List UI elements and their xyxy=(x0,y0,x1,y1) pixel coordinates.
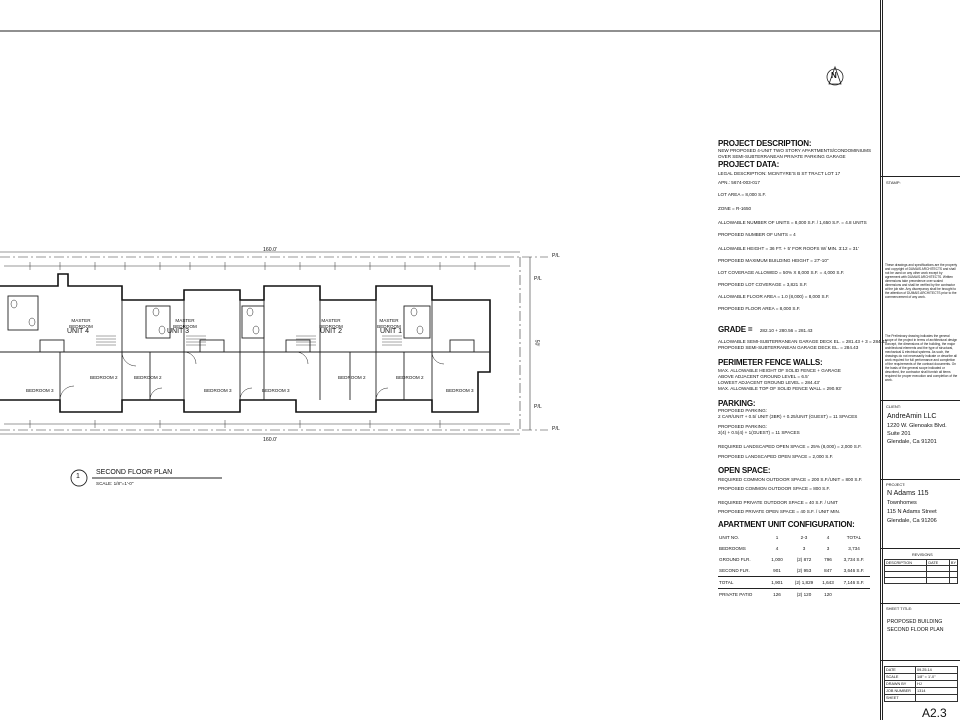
table-cell: 1,901 xyxy=(764,577,790,589)
grade-formula: 282.10 + 280.56 = 281.43 xyxy=(759,328,813,333)
table-cell: SCALE xyxy=(885,674,916,681)
table-cell: 09.25.14 xyxy=(916,667,958,674)
table-cell: 3,646 S.F. xyxy=(838,565,870,577)
property-line-label: P/L xyxy=(552,253,560,259)
sheet-number: A2.3 xyxy=(922,706,947,720)
revisions-label: REVISIONS xyxy=(912,553,933,557)
table-cell: JOB NUMBER xyxy=(885,688,916,695)
client-address: Glendale, Ca 91201 xyxy=(887,439,937,445)
note-line: REQUIRED PRIVATE OUTDOOR SPACE = 40 S.F. / UNIT xyxy=(718,500,838,505)
apartment-config-heading: APARTMENT UNIT CONFIGURATION: xyxy=(718,520,855,529)
client-label: CLIENT: xyxy=(886,404,901,409)
note-line: APN.: 5674-003-017 xyxy=(718,180,760,185)
note-line: 2(4) + 0.5(4) + 1(GUEST) = 11 SPACES xyxy=(718,430,800,435)
sheet-title-label: SHEET TITLE: xyxy=(886,606,913,611)
table-cell: 4 xyxy=(775,546,779,551)
note-line: PROPOSED PARKING: xyxy=(718,424,767,429)
drawing-caption-title: SECOND FLOOR PLAN xyxy=(96,469,173,476)
table-cell: 1,000 xyxy=(771,557,783,562)
client-address: 1220 W. Glenoaks Blvd. xyxy=(887,423,947,429)
project-label: PROJECT: xyxy=(886,482,906,487)
table-cell: (2) 1,829 xyxy=(790,577,818,589)
note-line: LOT COVERAGE ALLOWED = 50% X 8,000 S.F. = 4,000 S.F. xyxy=(718,270,845,275)
property-line-label: P/L xyxy=(534,404,542,410)
client-address: Suite 201 xyxy=(887,431,911,437)
bedroom-label: BEDROOM 3 xyxy=(204,388,232,393)
note-line: LOWEST ADJACENT GROUND LEVEL = 284.43' xyxy=(718,380,820,385)
unit-label: UNIT 4 xyxy=(67,328,90,335)
client-name: AndreAmin LLC xyxy=(887,413,937,420)
grade-heading: GRADE = xyxy=(718,325,753,334)
note-line: ZONE = R-1650 xyxy=(718,206,752,211)
project-data-heading: PROJECT DATA: xyxy=(718,160,780,169)
revisions-table xyxy=(884,559,958,584)
project-notes xyxy=(718,139,887,600)
bedroom-label: BEDROOM 2 xyxy=(90,375,118,380)
note-line: LEGAL DESCRIPTION: MCINTYRE'S B ST TRACT LOT 17 xyxy=(718,171,841,176)
drawing-number: 1 xyxy=(76,473,80,480)
table-cell: HJ xyxy=(916,681,958,688)
table-cell: 847 xyxy=(818,565,838,577)
table-cell: 1,643 xyxy=(818,577,838,589)
project-address: Glendale, Ca 91206 xyxy=(887,518,937,524)
table-cell: 7,146 S.F. xyxy=(838,577,870,589)
note-line: PROPOSED LOT COVERAGE = 3,821 S.F. xyxy=(718,282,808,287)
table-cell: (2) 120 xyxy=(796,592,812,597)
bedroom-label: BEDROOM 2 xyxy=(396,375,424,380)
master-bedroom-label: MASTER BEDROOM xyxy=(69,318,93,329)
apartment-config-table xyxy=(718,532,870,600)
open-space-heading: OPEN SPACE: xyxy=(718,466,771,475)
north-symbol: N xyxy=(831,71,837,80)
table-cell: 901 xyxy=(764,565,790,577)
table-cell: DATE xyxy=(927,560,950,566)
table-cell: DESCRIPTION xyxy=(885,560,927,566)
table-cell: DATE xyxy=(885,667,916,674)
project-description-heading: PROJECT DESCRIPTION: xyxy=(718,139,812,148)
master-bedroom-label: MASTER BEDROOM xyxy=(173,318,197,329)
table-cell: 3 xyxy=(802,546,806,551)
table-cell: BEDROOMS xyxy=(719,546,746,551)
unit-label: UNIT 3 xyxy=(167,328,190,335)
table-cell: 120 xyxy=(824,592,832,597)
bedroom-label: BEDROOM 3 xyxy=(26,388,54,393)
sheet-title: SECOND FLOOR PLAN xyxy=(887,627,944,633)
table-cell: SHEET xyxy=(885,695,916,702)
note-line: ABOVE ADJACENT GROUND LEVEL = 6.5' xyxy=(718,374,809,379)
note-line: MAX. ALLOWABLE TOP OF SOLID FENCE WALL = 290.93' xyxy=(718,386,842,391)
note-line: OVER SEMI-SUBTERRANEAN PRIVATE PARKING GARAGE xyxy=(718,154,846,159)
note-line: PROPOSED MAXIMUM BUILDING HEIGHT = 27'-10" xyxy=(718,258,829,263)
table-cell: 4 xyxy=(826,535,830,540)
note-line: PROPOSED COMMON OUTDOOR SPACE = 800 S.F. xyxy=(718,486,831,491)
note-line: PROPOSED FLOOR AREA = 8,000 S.F. xyxy=(718,306,801,311)
note-line: LOT AREA = 8,000 S.F. xyxy=(718,192,767,197)
table-cell: GROUND FLR. xyxy=(719,557,751,562)
sheet-title: PROPOSED BUILDING xyxy=(887,619,943,625)
fence-heading: PERIMETER FENCE WALLS: xyxy=(718,358,823,367)
note-line: ALLOWABLE SEMI-SUBTERRANEAN GARAGE DECK EL. = 281.43 + 3 = 284.43 xyxy=(718,339,887,344)
bedroom-label: BEDROOM 3 xyxy=(446,388,474,393)
note-line: NEW PROPOSED 4-UNIT TWO STORY APARTMENTS/CONDOMINIUMS xyxy=(718,148,872,153)
drawing-caption-scale: SCALE: 1/8"=1'-0" xyxy=(96,481,134,486)
note-line: REQUIRED COMMON OUTDOOR SPACE = 200 S.F./UNIT = 800 S.F. xyxy=(718,477,863,482)
master-bedroom-label: MASTER BEDROOM xyxy=(319,318,343,329)
bedroom-label: BEDROOM 2 xyxy=(338,375,366,380)
table-cell: (2) 953 xyxy=(790,565,818,577)
table-cell: DRAWN BY xyxy=(885,681,916,688)
table-cell: TOTAL xyxy=(718,577,764,589)
note-line: ALLOWABLE HEIGHT = 36 FT. + 5' FOR ROOFS W/ MIN. 3:12 = 31' xyxy=(718,246,859,251)
note-line: PROPOSED SEMI-SUBTERRANEAN GARAGE DECK EL. = 284.43 xyxy=(718,345,859,350)
note-line: REQUIRED LANDSCAPED OPEN SPACE = 25% (8,000) = 2,000 S.F. xyxy=(718,444,862,449)
table-cell: 2-3 xyxy=(800,535,808,540)
note-line: PROPOSED PARKING: xyxy=(718,408,767,413)
table-cell: 3,734 S.F. xyxy=(843,557,865,562)
sheet-info-table xyxy=(884,666,958,702)
note-line: MAX. ALLOWABLE HEIGHT OF SOLID FENCE + GARAGE xyxy=(718,368,841,373)
note-line: PROPOSED PRIVATE OPEN SPACE = 40 S.F. / UNIT MIN. xyxy=(718,509,841,514)
table-cell: PRIVATE PATIO xyxy=(719,592,753,597)
note-line: ALLOWABLE NUMBER OF UNITS = 8,000 S.F. / 1,650 S.F. = 4.8 UNITS xyxy=(718,220,867,225)
disclaimer-text: These drawings and specifications are the property and copyright of DUMAIS ARCHITECTS and shall not be used on any other work except by agreement with DUMAIS ARCHITECTS. Written dimensions take precedence over scaled dimensions and shall be verified by the contractor at the job site. Any discrepancy shall be brought to the attention of DUMAIS ARCHITECTS prior to the commencement of any work. xyxy=(885,263,958,299)
table-cell: 3,734 xyxy=(848,546,860,551)
table-cell: BY xyxy=(950,560,956,565)
disclaimer-text: The Preliminary drawing indicates the general scope of the project in terms of architectural design concept, the dimensions of the building, the major architectural elements and the type of structural, mechanical & electrical systems. As such, the drawings do not necessarily indicate or describe all work required for full performance and completion of the requirements of the contract documents. On the basis of the general scope indicated or described, the contractor shall furnish all items required for proper execution and completion of the work. xyxy=(885,334,958,382)
dimension-top: 160.0' xyxy=(263,247,277,253)
project-name: N Adams 115 xyxy=(887,490,929,497)
unit-label: UNIT 2 xyxy=(320,328,343,335)
table-cell: 796 xyxy=(824,557,832,562)
parking-heading: PARKING: xyxy=(718,399,756,408)
unit-label: UNIT 1 xyxy=(380,328,403,335)
table-cell: 1/8" = 1'-0" xyxy=(916,674,958,681)
master-bedroom-label: MASTER BEDROOM xyxy=(377,318,401,329)
property-line-label: P/L xyxy=(552,426,560,432)
stamp-label: STAMP: xyxy=(886,180,901,185)
table-cell: UNIT NO. xyxy=(719,535,740,540)
table-cell xyxy=(838,589,870,601)
table-cell: 126 xyxy=(773,592,781,597)
table-cell: 3 xyxy=(826,546,830,551)
note-line: PROPOSED LANDSCAPED OPEN SPACE = 2,000 S.F. xyxy=(718,454,834,459)
note-line: 2 CAR/UNIT + 0.5/ UNIT (3BR) + 0.25/UNIT (GUEST) = 11 SPACES xyxy=(718,414,858,419)
table-cell: 1 xyxy=(775,535,779,540)
note-line: PROPOSED NUMBER OF UNITS = 4 xyxy=(718,232,796,237)
project-address: 115 N Adams Street xyxy=(887,509,937,515)
dimension-bottom: 160.0' xyxy=(263,437,277,443)
table-cell: 1314 xyxy=(916,688,958,695)
table-cell: SECOND FLR. xyxy=(718,565,764,577)
bedroom-label: BEDROOM 2 xyxy=(134,375,162,380)
table-cell xyxy=(916,695,958,702)
note-line: ALLOWABLE FLOOR AREA = 1.0 (8,000) = 8,000 S.F. xyxy=(718,294,830,299)
property-line-label: P/L xyxy=(534,276,542,282)
dimension-side: 50' xyxy=(533,339,540,347)
bedroom-label: BEDROOM 3 xyxy=(262,388,290,393)
table-cell: TOTAL xyxy=(846,535,862,540)
project-subtitle: Townhomes xyxy=(887,500,917,506)
table-cell: (2) 872 xyxy=(796,557,812,562)
